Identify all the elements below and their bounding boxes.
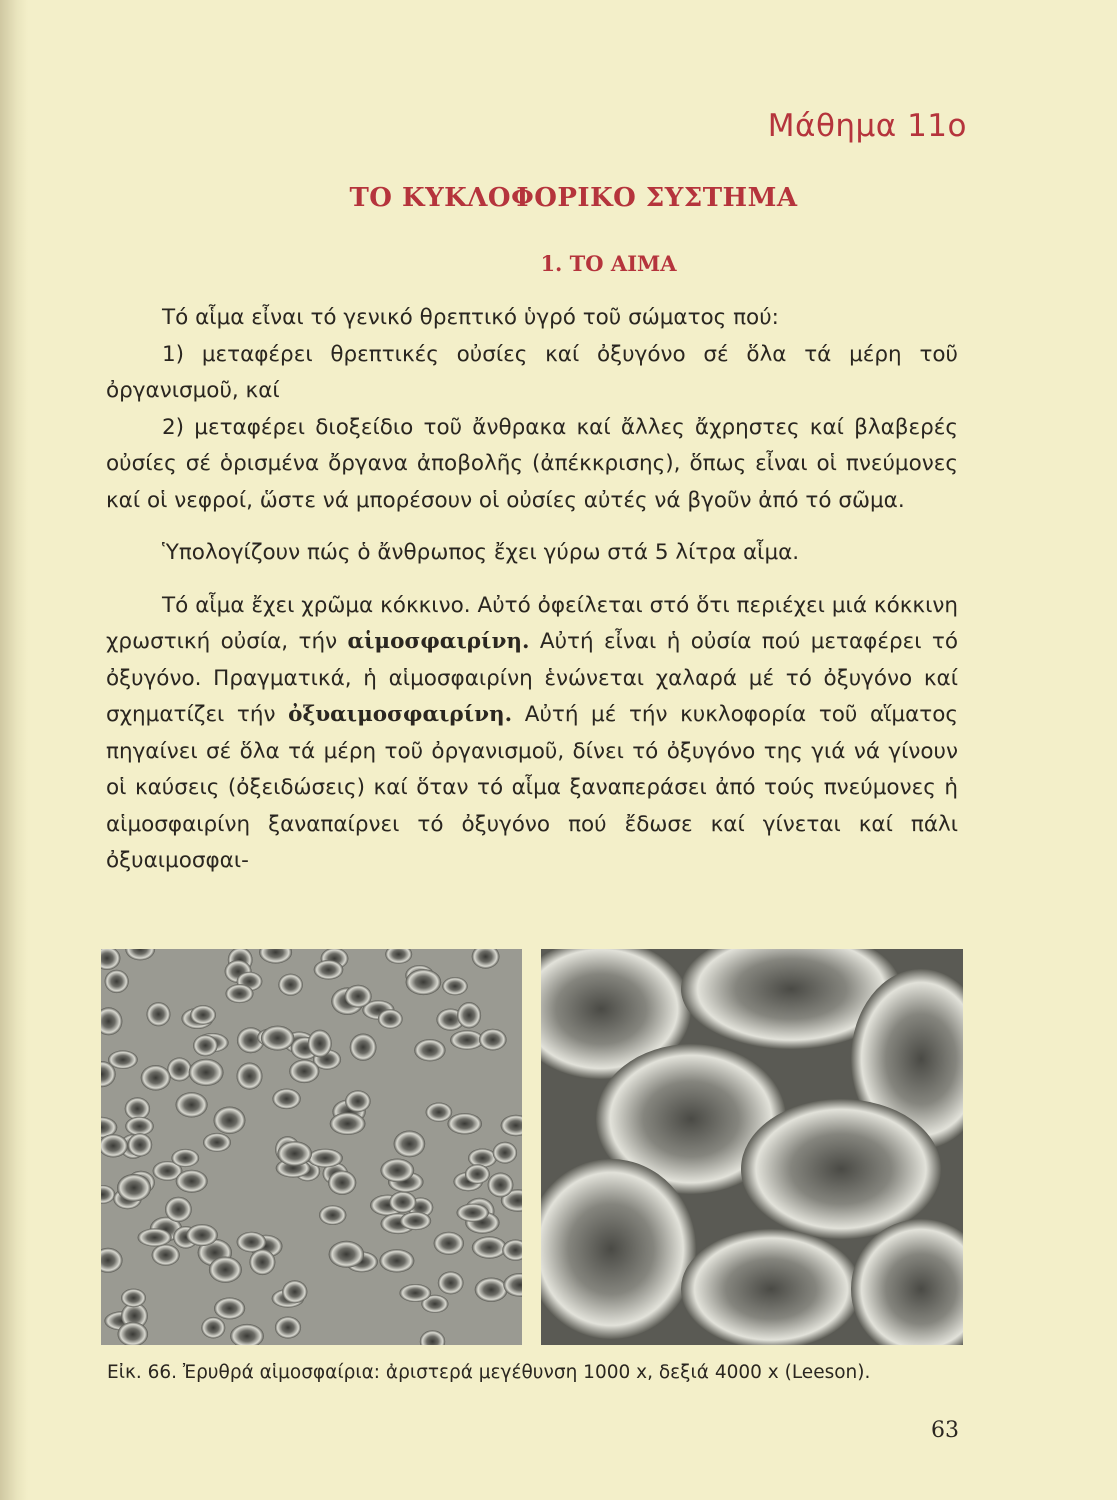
chapter-title: ΤΟ ΚΥΚΛΟΦΟΡΙΚΟ ΣΥΣΤΗΜΑ xyxy=(349,183,798,213)
blood-volume-paragraph: Ὑπολογίζουν πώς ὁ ἄνθρωπος ἔχει γύρω στά 5 λίτρα αἷμα. xyxy=(162,540,800,565)
hemoglobin-paragraph xyxy=(106,588,958,880)
blood-cell xyxy=(190,1005,216,1025)
blood-cell xyxy=(193,1035,218,1057)
blood-cell xyxy=(457,1204,489,1222)
blood-cell xyxy=(314,960,344,980)
blood-cell xyxy=(128,1133,152,1157)
blood-cell xyxy=(379,1249,414,1272)
blood-cell xyxy=(329,1241,365,1268)
blood-cell xyxy=(350,1034,377,1061)
blood-cell xyxy=(450,1030,484,1050)
blood-cell xyxy=(442,977,468,995)
blood-cell xyxy=(117,1174,151,1202)
body-text xyxy=(106,300,958,880)
figure-caption: Εἰκ. 66. Ἐρυθρά αἱμοσφαίρια: ἀριστερά μεγέθυνση 1000 x, δεξιά 4000 x (Leeson). xyxy=(107,1362,871,1383)
blood-cell xyxy=(214,1297,245,1319)
list-item-2: 2) μεταφέρει διοξείδιο τοῦ ἄνθρακα καί ἄλλες ἄχρηστες καί βλαβερές οὐσίες σέ ὁρισμένα ὄργανα ἀποβολῆς (ἀπέκκρισης), ὅπως εἶναι οἱ πνεύμονες καί οἱ νεφροί, ὥστε νά μπορέσουν οἱ οὐσίες αὐτές νά βγοῦν ἀπό τό σῶμα. xyxy=(106,414,958,513)
blood-cell xyxy=(345,1090,371,1112)
blood-cell xyxy=(308,1030,332,1058)
blood-cell xyxy=(414,1039,445,1061)
blood-cell xyxy=(121,1289,146,1308)
blood-cell xyxy=(261,1026,294,1051)
term-hemoglobin: αἱμοσφαιρίνη. xyxy=(347,629,530,654)
blood-cell xyxy=(394,1131,426,1158)
section-title: 1. ΤΟ ΑΙΜΑ xyxy=(540,251,677,276)
blood-cell xyxy=(400,1212,431,1230)
blood-cell xyxy=(125,1117,154,1136)
blood-cell xyxy=(209,1257,242,1283)
blood-cell xyxy=(275,1316,301,1338)
blood-cell xyxy=(176,1170,208,1193)
blood-cell xyxy=(138,1228,172,1246)
blood-cell xyxy=(249,1249,275,1275)
intro-paragraph: Τό αἷμα εἶναι τό γενικό θρεπτικό ὑγρό τοῦ σώματος πού: xyxy=(162,305,779,330)
blood-cell xyxy=(380,1159,414,1183)
blood-cell xyxy=(493,1142,517,1164)
blood-cell xyxy=(272,1089,300,1110)
paragraph-text: Τό αἷμα ἔχει χρῶμα κόκκινο. Αὐτό ὀφείλεται στό ὅτι περιέχει μιά κόκκινη χρωστική οὐσία, τήν xyxy=(106,592,958,654)
blood-cell xyxy=(125,1097,150,1120)
micrograph-1000x xyxy=(101,949,522,1345)
blood-cell xyxy=(141,1065,171,1091)
blood-cell xyxy=(105,970,129,993)
blood-cell xyxy=(378,1009,403,1029)
blood-cell xyxy=(345,985,372,1008)
blood-cell xyxy=(289,1060,319,1084)
red-blood-cells-low-magnification xyxy=(101,949,522,1345)
blood-cell xyxy=(468,1149,497,1168)
blood-cell xyxy=(447,1113,482,1134)
micrograph-4000x xyxy=(541,949,963,1345)
red-blood-cells-high-magnification xyxy=(541,949,963,1345)
blood-cell xyxy=(152,1244,180,1266)
blood-cell xyxy=(319,1205,346,1225)
blood-cell xyxy=(176,1092,208,1117)
blood-cell xyxy=(165,1197,192,1222)
blood-cell xyxy=(186,1224,218,1246)
blood-cell xyxy=(203,1133,231,1152)
blood-cell xyxy=(278,974,303,996)
blood-cell xyxy=(457,1002,481,1028)
lesson-number: Μάθημα 11ο xyxy=(767,108,967,144)
blood-cell xyxy=(189,1059,224,1086)
list-item-1: 1) μεταφέρει θρεπτικές οὐσίες καί ὀξυγόνο σέ ὅλα τά μέρη τοῦ ὀργανισμοῦ, καί xyxy=(106,341,958,403)
blood-cell xyxy=(277,1141,312,1166)
blood-cell xyxy=(465,1164,490,1184)
blood-cell xyxy=(475,1278,508,1302)
blood-cell xyxy=(308,1149,343,1168)
blood-cell xyxy=(472,1236,507,1258)
blood-cell xyxy=(226,984,254,1003)
blood-cell xyxy=(147,1002,171,1026)
blood-cell xyxy=(434,1232,464,1255)
blood-cell xyxy=(426,1103,453,1122)
blood-cell xyxy=(438,1271,464,1294)
page-binding-edge xyxy=(0,0,28,1500)
blood-cell xyxy=(167,1057,191,1081)
blood-cell xyxy=(399,1284,431,1302)
blood-cell xyxy=(389,1191,416,1213)
blood-cell xyxy=(282,1280,307,1303)
blood-cell xyxy=(214,1107,246,1135)
paragraph-text: Αὐτή μέ τήν κυκλοφορία τοῦ αἵματος πηγαίνει σέ ὅλα τά μέρη τοῦ ὀργανισμοῦ, δίνει τό ὀξυγόνο της γιά νά γίνουν οἱ καύσεις (ὀξειδώσεις) καί ὅταν τό αἷμα ξαναπεράσει ἀπό τούς πνεύμονες ἡ αἱμοσφαιρίνη ξαναπαίρνει τό ὀξυγόνο πού ἔδωσε καί γίνεται καί πάλι ὀξυαιμοσφαι- xyxy=(106,702,958,873)
blood-cell xyxy=(406,969,442,995)
blood-cell xyxy=(171,1149,199,1167)
blood-cell xyxy=(479,1029,507,1051)
term-oxyhemoglobin: ὀξυαιμοσφαιρίνη. xyxy=(288,702,513,727)
blood-cell xyxy=(201,1317,225,1339)
blood-cell xyxy=(237,1063,263,1090)
page-number: 63 xyxy=(931,1418,959,1443)
blood-cell xyxy=(330,1112,366,1135)
paragraph-text: Αὐτή εἶναι ἡ οὐσία πού μεταφέρει τό ὀξυγόνο. Πραγματικά, ἡ αἱμοσφαιρίνη ἑνώνεται χαλαρά μέ τό ὀξυγόνο καί σχηματίζει τήν xyxy=(106,629,958,727)
blood-cell xyxy=(328,1171,356,1195)
blood-cell xyxy=(488,1173,514,1198)
